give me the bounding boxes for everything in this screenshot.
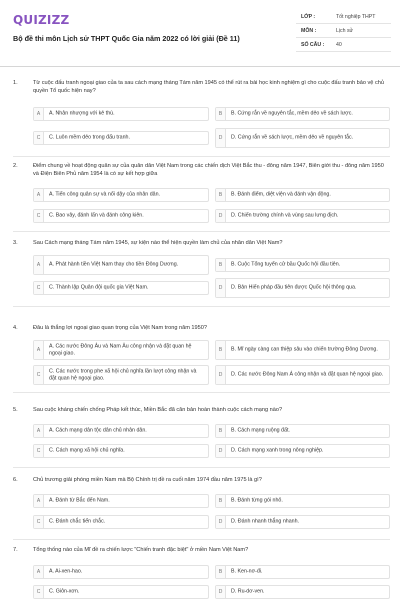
- option-c[interactable]: [33, 281, 209, 295]
- option-text: D. Bản Hiến pháp đầu tiên được Quốc hội thông qua.: [231, 284, 357, 291]
- option-letter: B: [216, 495, 226, 507]
- option-letter: A: [34, 425, 44, 437]
- option-letter: B: [216, 108, 226, 120]
- option-text: A. Phát hành tiền Việt Nam thay cho tiền Đông Dương.: [49, 261, 179, 268]
- option-text: A. Ai-xen-hao.: [49, 568, 83, 575]
- question-text: Từ cuộc đấu tranh ngoại giao của ta sau cách mạng tháng Tám năm 1945 có thể rút ra bài học kinh nghiệm gì cho cuộc đấu tranh bảo vệ chủ quyền Tổ quốc hiện nay?: [33, 80, 384, 94]
- option-text: C. Đánh chắc tiến chắc.: [49, 518, 106, 525]
- option-text: C. Cách mạng xã hội chủ nghĩa.: [49, 447, 125, 454]
- option-b[interactable]: [215, 258, 390, 272]
- question-number: 5.: [13, 407, 18, 413]
- option-letter: D: [216, 210, 226, 222]
- option-c[interactable]: [33, 585, 209, 599]
- option-text: D. Ru-dơ-ven.: [231, 588, 265, 595]
- option-letter: C: [34, 586, 44, 598]
- option-letter: A: [34, 108, 44, 120]
- question-number: 4.: [13, 325, 18, 331]
- header-divider: [0, 66, 400, 67]
- option-letter: C: [34, 132, 44, 144]
- option-text: A. Cách mạng dân tộc dân chủ nhân dân.: [49, 427, 147, 434]
- option-c[interactable]: [33, 444, 209, 458]
- option-d[interactable]: [215, 128, 390, 148]
- option-text: D. Các nước Đông Nam Á công nhận và đặt quan hệ ngoại giao.: [231, 371, 384, 378]
- option-letter: D: [216, 586, 226, 598]
- option-b[interactable]: [215, 188, 390, 202]
- option-text: C. Bao vây, đánh lấn và đánh công kiên.: [49, 212, 144, 219]
- question-divider: [13, 231, 390, 232]
- question-number: 6.: [13, 477, 18, 483]
- option-b[interactable]: [215, 424, 390, 438]
- option-letter: A: [34, 256, 44, 274]
- option-letter: D: [216, 129, 226, 147]
- question-text: Tổng thống nào của Mĩ đề ra chiến lược "Chiến tranh đặc biệt" ở miền Nam Việt Nam?: [33, 547, 249, 553]
- option-d[interactable]: [215, 444, 390, 458]
- option-letter: B: [216, 341, 226, 359]
- meta-row-subject: [296, 24, 391, 38]
- question-divider: [13, 467, 390, 468]
- option-text: C. Giôn-xơn.: [49, 588, 80, 595]
- option-text: D. Cách mạng xanh trong nông nghiệp.: [231, 447, 324, 454]
- option-d[interactable]: [215, 585, 390, 599]
- option-text: C. Các nước trong phe xã hội chủ nghĩa lần lượt công nhận và đặt quan hệ ngoại giao.: [49, 368, 197, 381]
- meta-key: SỐ CÂU :: [301, 42, 325, 48]
- option-letter: D: [216, 445, 226, 457]
- quiz-meta-table: [296, 10, 391, 52]
- meta-value: Lịch sử: [336, 28, 354, 34]
- option-a[interactable]: [33, 107, 209, 121]
- option-b[interactable]: [215, 565, 390, 579]
- option-c[interactable]: [33, 515, 209, 529]
- option-letter: C: [34, 516, 44, 528]
- option-text: B. Cứng rắn về nguyên tắc, mềm dẻo về sách lược.: [231, 110, 353, 117]
- question-number: 1.: [13, 80, 18, 86]
- option-text: B. Đánh từng gói nhỏ.: [231, 497, 283, 504]
- meta-row-class: [296, 10, 391, 24]
- option-text: B. Mĩ ngày càng can thiệp sâu vào chiến trường Đông Dương.: [231, 346, 378, 353]
- option-text: B. Ken-nơ-đi.: [231, 568, 263, 575]
- meta-key: LỚP :: [301, 14, 316, 20]
- option-letter: B: [216, 425, 226, 437]
- option-d[interactable]: [215, 365, 390, 385]
- option-letter: C: [34, 366, 44, 384]
- option-letter: A: [34, 566, 44, 578]
- option-a[interactable]: [33, 255, 209, 275]
- question-text: Sau Cách mạng tháng Tám năm 1945, sự kiện nào thể hiện quyền làm chủ của nhân dân Việt Nam?: [33, 240, 283, 246]
- option-text: C. Luôn mềm dẻo trong đấu tranh.: [49, 134, 130, 141]
- question-divider: [13, 306, 390, 307]
- option-letter: B: [216, 566, 226, 578]
- option-text: A. Các nước Đông Âu và Nam Âu công nhận và đặt quan hệ ngoại giao.: [49, 343, 192, 356]
- option-a[interactable]: [33, 565, 209, 579]
- option-letter: D: [216, 279, 226, 297]
- option-text: D. Chiến trường chính và vùng sau lưng địch.: [231, 212, 339, 219]
- option-c[interactable]: [33, 131, 209, 145]
- option-c[interactable]: [33, 209, 209, 223]
- option-text: C. Thành lập Quân đội quốc gia Việt Nam.: [49, 284, 149, 291]
- option-letter: A: [34, 189, 44, 201]
- question-number: 3.: [13, 240, 18, 246]
- option-letter: C: [34, 210, 44, 222]
- option-b[interactable]: [215, 494, 390, 508]
- question-divider: [13, 539, 390, 540]
- question-text: Sau cuộc kháng chiến chống Pháp kết thúc, Miền Bắc đã căn bản hoàn thành cuộc cách mạng nào?: [33, 407, 283, 413]
- option-letter: B: [216, 259, 226, 271]
- option-text: B. Cuộc Tổng tuyển cử bầu Quốc hội đầu tiên.: [231, 261, 341, 268]
- option-letter: A: [34, 341, 44, 359]
- option-d[interactable]: [215, 515, 390, 529]
- option-b[interactable]: [215, 107, 390, 121]
- option-a[interactable]: [33, 424, 209, 438]
- quizizz-logo[interactable]: QUIZIZZ: [13, 13, 70, 27]
- question-text: Chủ trương giải phóng miền Nam mà Bộ Chính trị đề ra cuối năm 1974 đầu năm 1975 là gì?: [33, 477, 262, 483]
- option-text: D. Đánh nhanh thắng nhanh.: [231, 518, 300, 525]
- option-letter: C: [34, 282, 44, 294]
- option-text: B. Đánh điểm, diệt viện và đánh vận động.: [231, 191, 331, 198]
- option-text: A. Đánh từ Bắc đến Nam.: [49, 497, 110, 504]
- option-text: A. Nhân nhượng với kẻ thù.: [49, 110, 115, 117]
- option-b[interactable]: [215, 340, 390, 360]
- option-text: B. Cách mạng ruộng đất.: [231, 427, 290, 434]
- option-d[interactable]: [215, 209, 390, 223]
- meta-row-question-count: [296, 38, 391, 52]
- option-text: D. Cứng rắn về sách lược, mềm dẻo về nguyên tắc.: [231, 134, 354, 141]
- question-number: 7.: [13, 547, 18, 553]
- option-c[interactable]: [33, 365, 209, 385]
- document-header: [0, 0, 400, 66]
- option-a[interactable]: [33, 494, 209, 508]
- question-number: 2.: [13, 163, 18, 169]
- meta-value: Tốt nghiệp THPT: [336, 14, 376, 20]
- option-letter: D: [216, 516, 226, 528]
- question-divider: [13, 156, 390, 157]
- question-text: Đâu là thắng lợi ngoại giao quan trọng của Việt Nam trong năm 1950?: [33, 325, 207, 331]
- option-letter: B: [216, 189, 226, 201]
- option-a[interactable]: [33, 340, 209, 360]
- meta-value: 40: [336, 42, 342, 48]
- question-text: Điểm chung về hoạt động quân sự của quân dân Việt Nam trong các chiến dịch Việt Bắc thu - đông năm 1947, Biên giới thu - đông năm 1950 và Điện Biên Phủ năm 1954 là có sự kết hợp giữa: [33, 163, 384, 177]
- option-letter: C: [34, 445, 44, 457]
- option-d[interactable]: [215, 278, 390, 298]
- question-divider: [13, 392, 390, 393]
- page-title: Bộ đề thi môn Lịch sử THPT Quốc Gia năm 2022 có lời giải (Đề 11): [13, 34, 240, 43]
- option-text: A. Tiến công quân sự và nổi dậy của nhân dân.: [49, 191, 161, 198]
- meta-key: MÔN :: [301, 28, 317, 34]
- option-letter: D: [216, 366, 226, 384]
- option-a[interactable]: [33, 188, 209, 202]
- option-letter: A: [34, 495, 44, 507]
